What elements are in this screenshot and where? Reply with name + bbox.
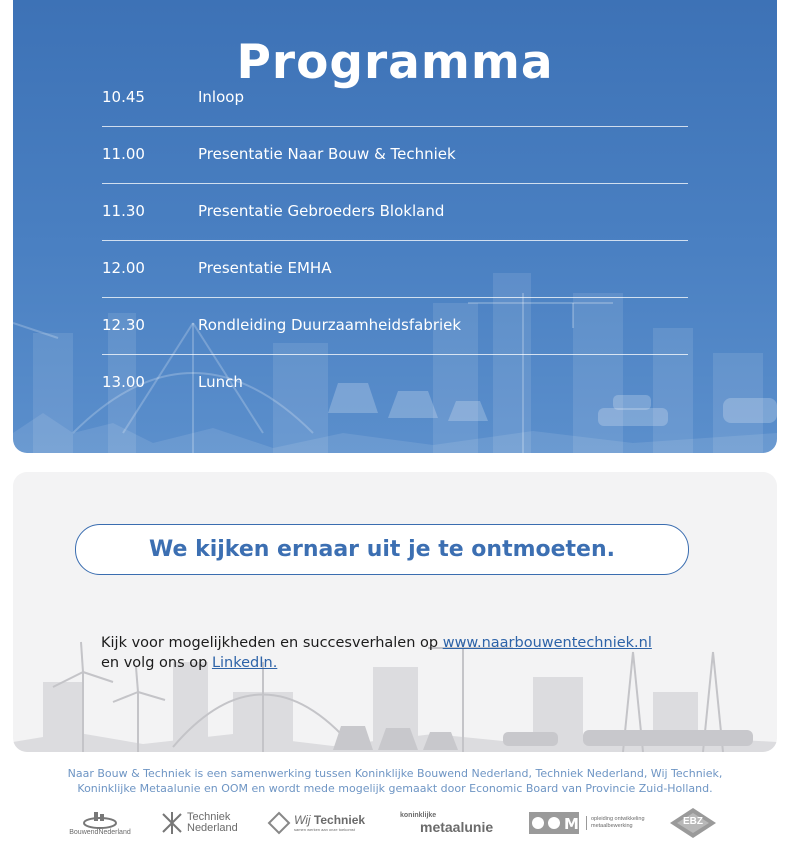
bouwend-nederland-mark-icon [82, 811, 118, 829]
partner-logos [60, 806, 730, 840]
logo-metaalunie [400, 806, 500, 840]
website-link[interactable]: www.naarbouwentechniek.nl [442, 635, 652, 651]
program-item-label: Inloop [198, 88, 244, 106]
wij-techniek-mark-icon [267, 811, 291, 835]
logo-text-group [187, 812, 238, 834]
logo-subtext: samen werken aan onze toekomst [294, 826, 355, 832]
closing-panel [13, 472, 777, 752]
info-text [101, 633, 652, 673]
logo-techniek-nederland [160, 806, 240, 840]
svg-text:M: M [564, 815, 579, 833]
logo-text: Techniek [187, 811, 231, 823]
program-row [102, 355, 688, 411]
program-row [102, 298, 688, 355]
logo-text: koninklijke [400, 811, 437, 819]
program-row [102, 184, 688, 241]
logo-text: Nederland [187, 822, 238, 834]
program-item-label: Presentatie EMHA [198, 259, 332, 277]
program-time: 11.30 [102, 202, 145, 220]
logo-text-row [294, 814, 365, 827]
program-time: 13.00 [102, 373, 145, 391]
logo-text: Wij [294, 812, 311, 827]
logo-text: Techniek [313, 812, 366, 827]
logo-text: metaalunie [420, 818, 494, 835]
headline-banner [75, 524, 689, 575]
logo-text: EBZ [683, 816, 703, 827]
program-row [102, 127, 688, 184]
program-panel [13, 0, 777, 453]
footer-note: Naar Bouw & Techniek is een samenwerking tussen Koninklijke Bouwend Nederland, Techniek Nederland, Wij Techniek, Koninklijke Metaalunie en OOM en wordt mede mogelijk gemaakt door Economic Board van Provincie Zuid-Holland. [67, 767, 723, 795]
program-time: 12.00 [102, 259, 145, 277]
info-text-line2: en volg ons op [101, 655, 212, 671]
logo-text-group [294, 814, 365, 833]
info-text-line1: Kijk voor mogelijkheden en succesverhalen op [101, 635, 443, 651]
program-row [102, 70, 688, 127]
program-list [102, 70, 688, 411]
logo-text: BouwendNederland [69, 828, 131, 836]
logo-wij-techniek [267, 806, 377, 840]
program-item-label: Presentatie Naar Bouw & Techniek [198, 145, 456, 163]
program-row [102, 241, 688, 298]
logo-oom [528, 806, 648, 840]
logo-ebz [667, 806, 719, 840]
program-time: 10.45 [102, 88, 145, 106]
logo-subtext: opleiding ontwikkeling metaalbewerking [586, 816, 647, 830]
program-item-label: Rondleiding Duurzaamheidsfabriek [198, 316, 462, 334]
program-item-label: Lunch [198, 373, 243, 391]
program-time: 12.30 [102, 316, 145, 334]
program-item-label: Presentatie Gebroeders Blokland [198, 202, 445, 220]
techniek-nederland-mark-icon [160, 811, 184, 835]
linkedin-link[interactable]: LinkedIn. [211, 655, 278, 671]
page-title: Programma [236, 35, 554, 91]
program-time: 11.00 [102, 145, 145, 163]
headline-text: We kijken ernaar uit je te ontmoeten. [149, 537, 615, 562]
oom-mark-icon [528, 811, 580, 835]
logo-bouwend-nederland [65, 806, 135, 840]
